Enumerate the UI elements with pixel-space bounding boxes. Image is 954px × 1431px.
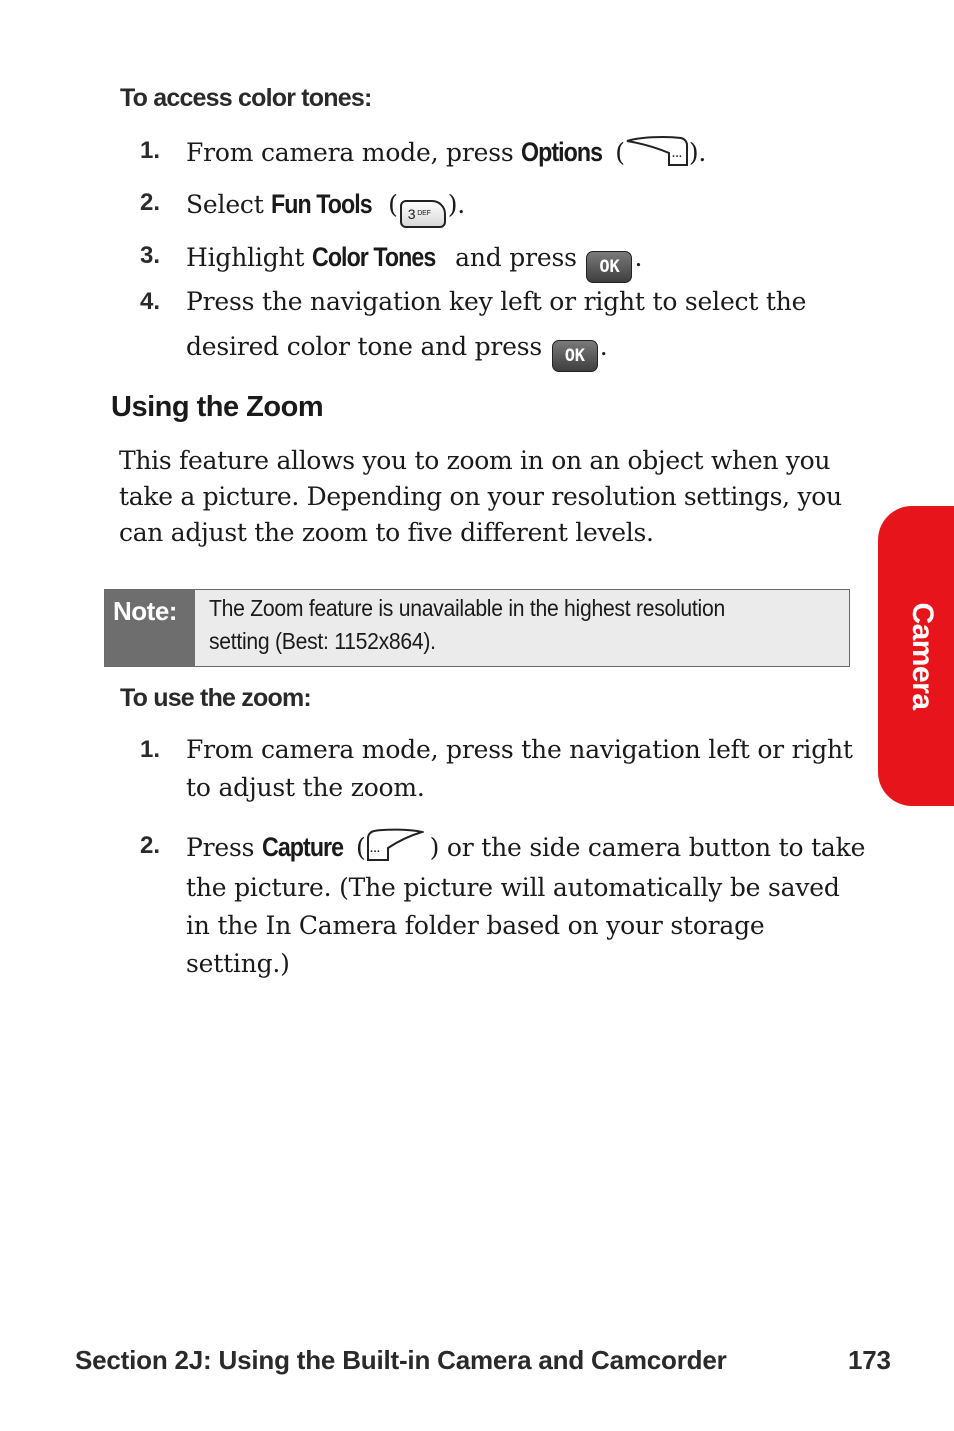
note-label: Note: — [105, 590, 195, 666]
ok-key-icon: OK — [586, 251, 632, 283]
footer-section-title: Section 2J: Using the Built-in Camera and Camcorder — [75, 1345, 727, 1375]
key-3-main-label: 3 — [407, 206, 416, 222]
note-text — [209, 592, 789, 658]
step-text-part: Select — [186, 190, 272, 219]
step-text-line: to adjust the zoom. — [186, 773, 425, 802]
step-text-line: Press the navigation key left or right to select the — [186, 287, 807, 316]
procedure-heading-color-tones: To access color tones: — [120, 84, 372, 112]
side-tab-label: Camera — [906, 602, 939, 710]
step-text-part: desired color tone and press — [186, 332, 550, 361]
note-line: setting (Best: 1152x864). — [209, 628, 436, 654]
svg-text:···: ··· — [671, 151, 683, 163]
term-color-tones: Color Tones — [312, 242, 436, 272]
step-number: 1. — [140, 137, 161, 164]
step-text-part: ( — [348, 833, 366, 862]
term-capture: Capture — [261, 832, 344, 862]
step-text-part: Highlight — [186, 243, 312, 272]
page-number: 173 — [848, 1345, 891, 1375]
section-heading: Using the Zoom — [111, 391, 324, 423]
paragraph-line: take a picture. Depending on your resolution settings, you — [119, 482, 842, 511]
step-number: 2. — [140, 189, 161, 216]
step-text-part: . — [599, 332, 608, 361]
step-text — [186, 828, 865, 867]
procedure-heading-zoom: To use the zoom: — [120, 684, 311, 712]
right-softkey-icon — [625, 135, 689, 165]
ok-key-icon: OK — [552, 340, 598, 372]
step-text-part: ). — [688, 138, 707, 167]
step-text-part: . — [634, 243, 643, 272]
step-text-line: the picture. (The picture will automatically be saved — [186, 873, 840, 902]
step-text — [186, 328, 608, 372]
key-3-icon — [400, 200, 446, 228]
step-text-part: ) or the side camera button to take — [429, 833, 866, 862]
step-text-line: setting.) — [186, 949, 290, 978]
step-text-part: ( — [607, 138, 625, 167]
step-number: 2. — [140, 832, 161, 859]
step-text — [186, 133, 706, 172]
step-text — [186, 238, 642, 283]
note-box — [104, 589, 850, 667]
key-3-sub-label: DEF — [417, 210, 431, 217]
term-fun-tools: Fun Tools — [271, 189, 372, 219]
step-text-part: From camera mode, press — [186, 138, 522, 167]
step-text-part: ( — [380, 190, 398, 219]
svg-text:···: ··· — [369, 846, 381, 858]
chapter-side-tab — [878, 506, 954, 806]
step-text-line: From camera mode, press the navigation left or right — [186, 735, 853, 764]
step-text-part: and press — [447, 243, 585, 272]
step-number: 3. — [140, 242, 161, 269]
note-line: The Zoom feature is unavailable in the highest resolution — [209, 595, 725, 621]
step-number: 1. — [140, 736, 161, 763]
step-text — [186, 185, 465, 228]
step-text-line: in the In Camera folder based on your storage — [186, 911, 765, 940]
paragraph-line: can adjust the zoom to five different levels. — [119, 518, 654, 547]
step-text-part: Press — [186, 833, 262, 862]
body-paragraph — [119, 443, 842, 551]
term-options: Options — [521, 137, 603, 167]
step-text-part: ). — [447, 190, 466, 219]
paragraph-line: This feature allows you to zoom in on an object when you — [119, 446, 831, 475]
step-number: 4. — [140, 288, 161, 315]
left-softkey-icon — [366, 828, 430, 858]
